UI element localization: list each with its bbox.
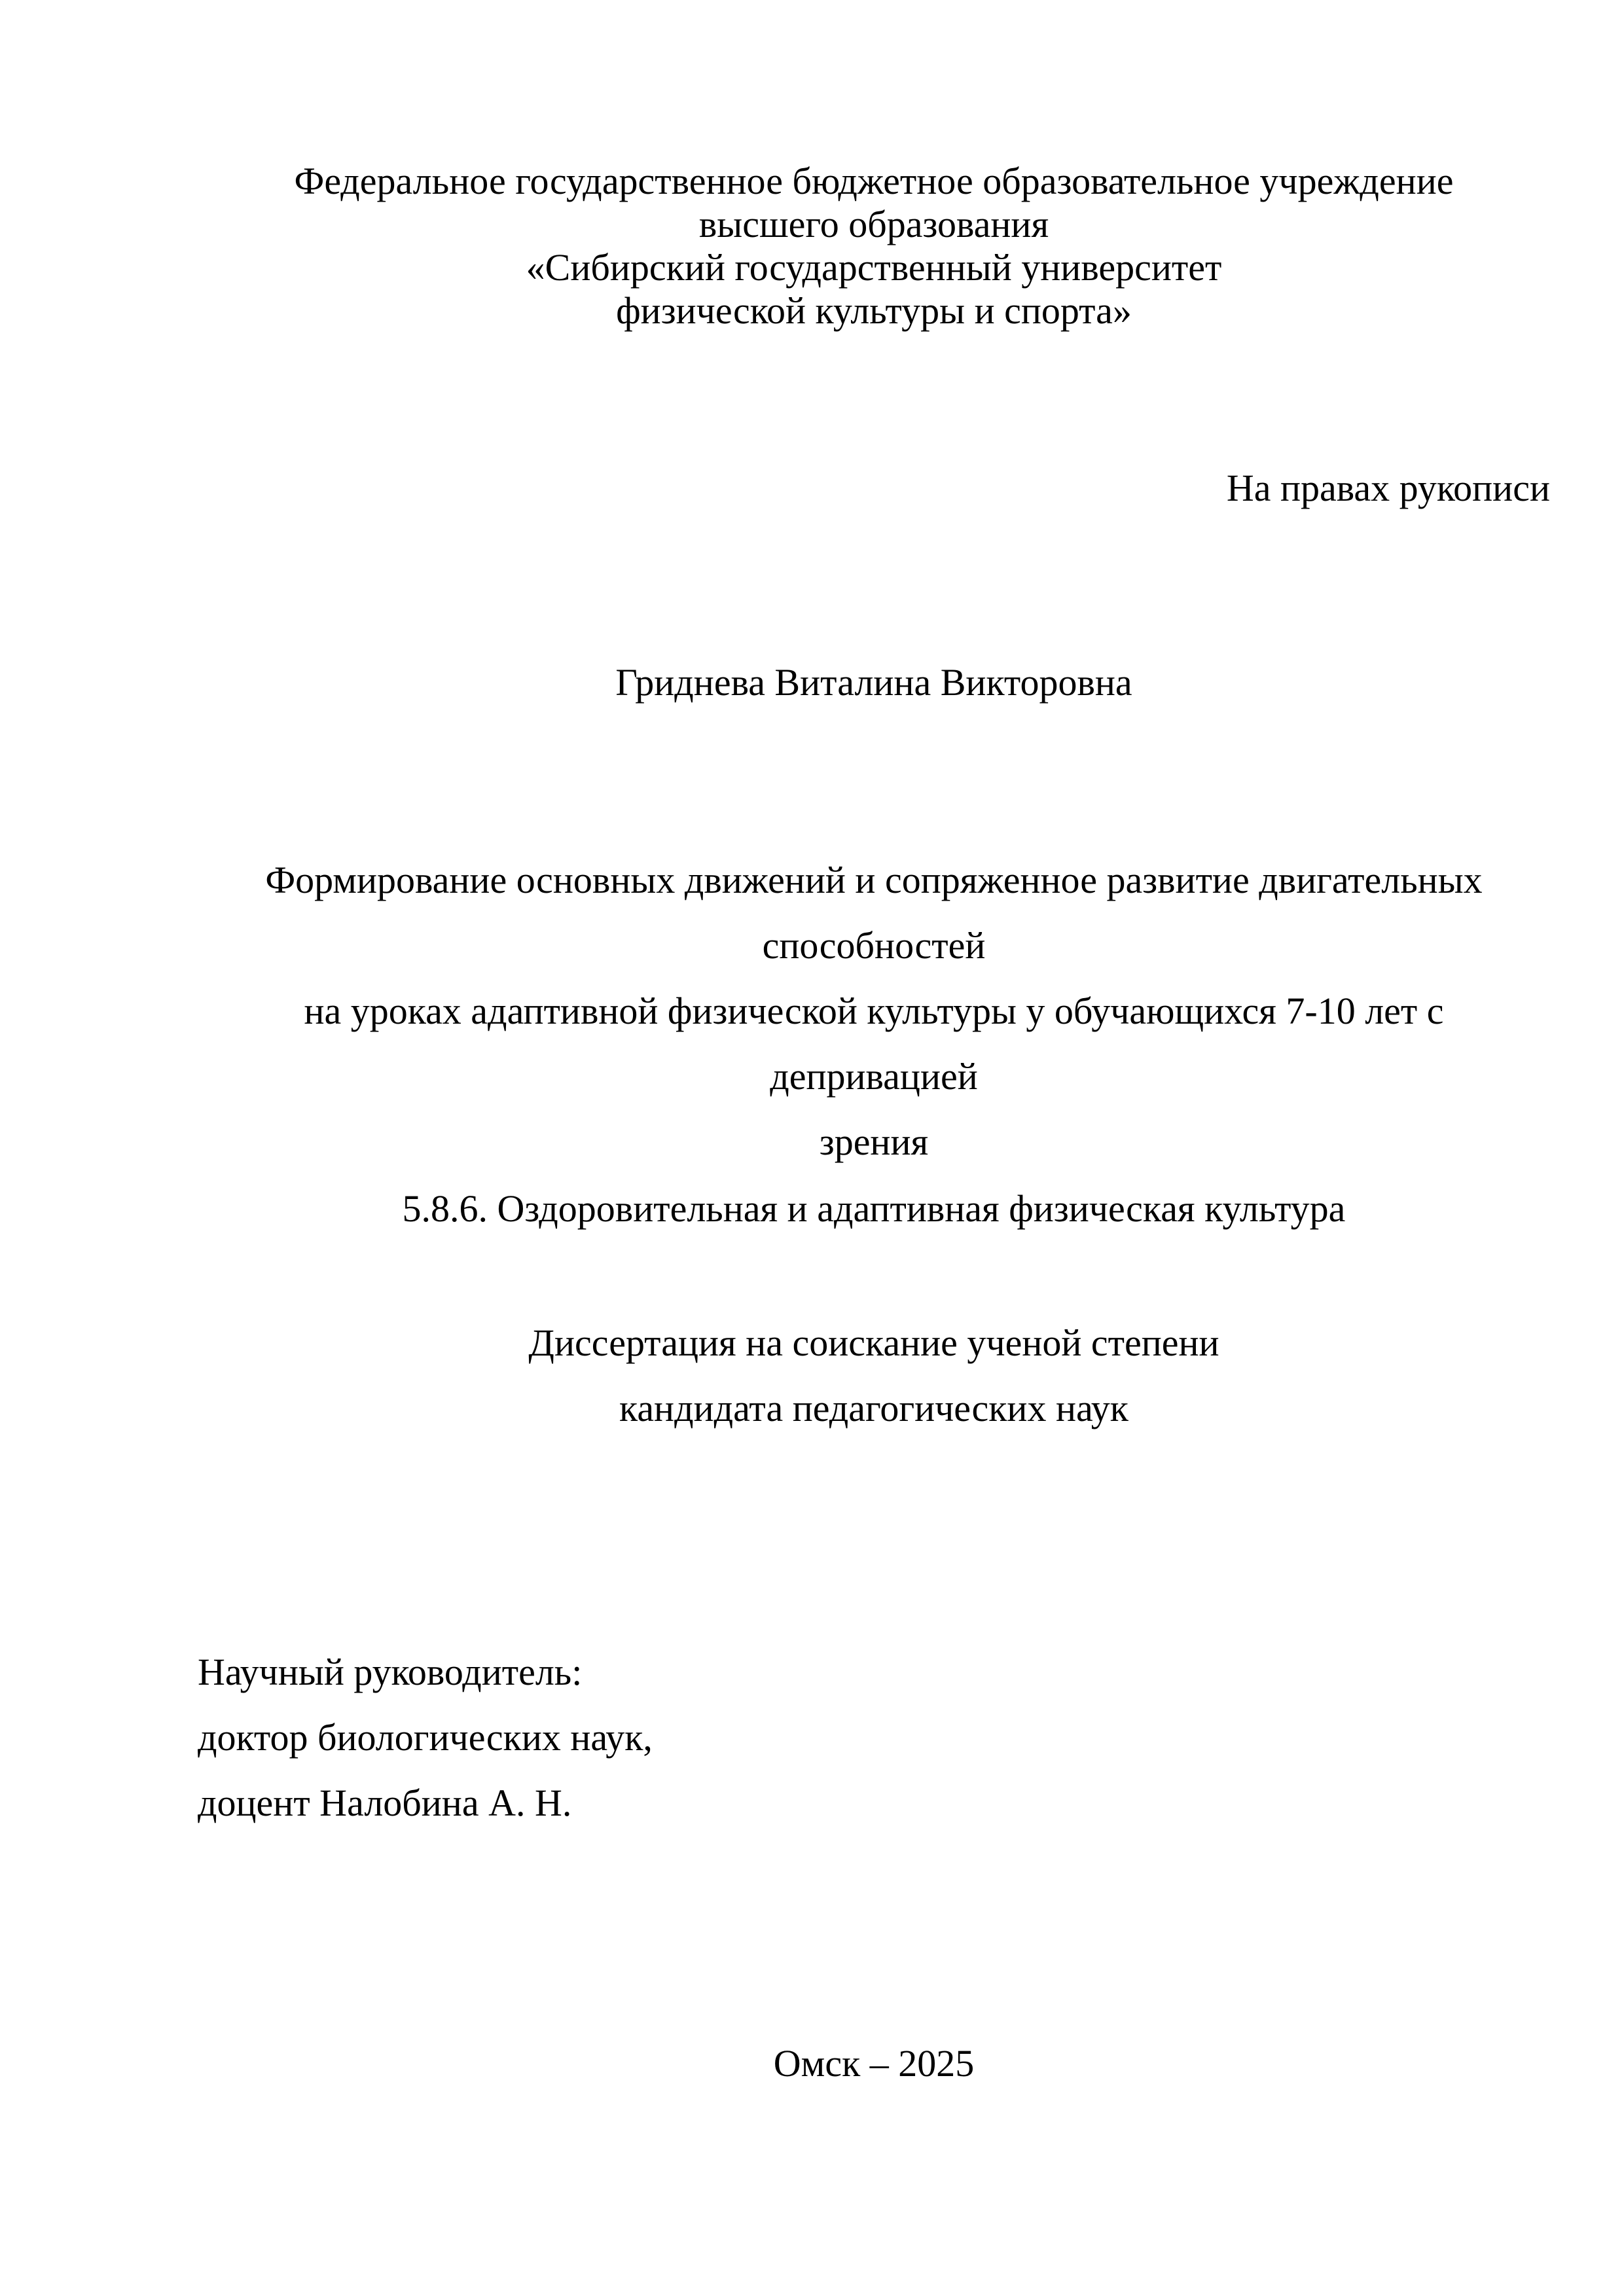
university-line: Федеральное государственное бюджетное образовательное учреждение bbox=[294, 160, 1454, 202]
title-line: зрения bbox=[819, 1121, 929, 1163]
title-line: на уроках адаптивной физической культуры у обучающихся 7-10 лет с депривацией bbox=[304, 990, 1444, 1098]
supervisor-block bbox=[198, 1640, 1550, 1836]
supervisor-degree: доктор биологических наук, bbox=[198, 1716, 653, 1759]
degree-line: Диссертация на соискание ученой степени bbox=[528, 1321, 1219, 1364]
author-name: Гриднева Виталина Викторовна bbox=[615, 661, 1132, 704]
university-block bbox=[198, 160, 1550, 332]
degree-line: кандидата педагогических наук bbox=[619, 1387, 1128, 1429]
manuscript-rights-note: На правах рукописи bbox=[1226, 467, 1550, 509]
specialty-code-line: 5.8.6. Оздоровительная и адаптивная физическая культура bbox=[402, 1187, 1346, 1230]
dissertation-title bbox=[198, 848, 1550, 1175]
title-line: Формирование основных движений и сопряженное развитие двигательных способностей bbox=[265, 859, 1483, 967]
university-line: «Сибирский государственный университет bbox=[526, 246, 1222, 289]
supervisor-label: Научный руководитель: bbox=[198, 1651, 583, 1693]
degree-statement bbox=[198, 1310, 1550, 1441]
city-year-line: Омск – 2025 bbox=[773, 2042, 975, 2085]
supervisor-name: доцент Налобина А. Н. bbox=[198, 1782, 572, 1824]
university-line: высшего образования bbox=[698, 203, 1049, 245]
university-line: физической культуры и спорта» bbox=[616, 289, 1132, 332]
